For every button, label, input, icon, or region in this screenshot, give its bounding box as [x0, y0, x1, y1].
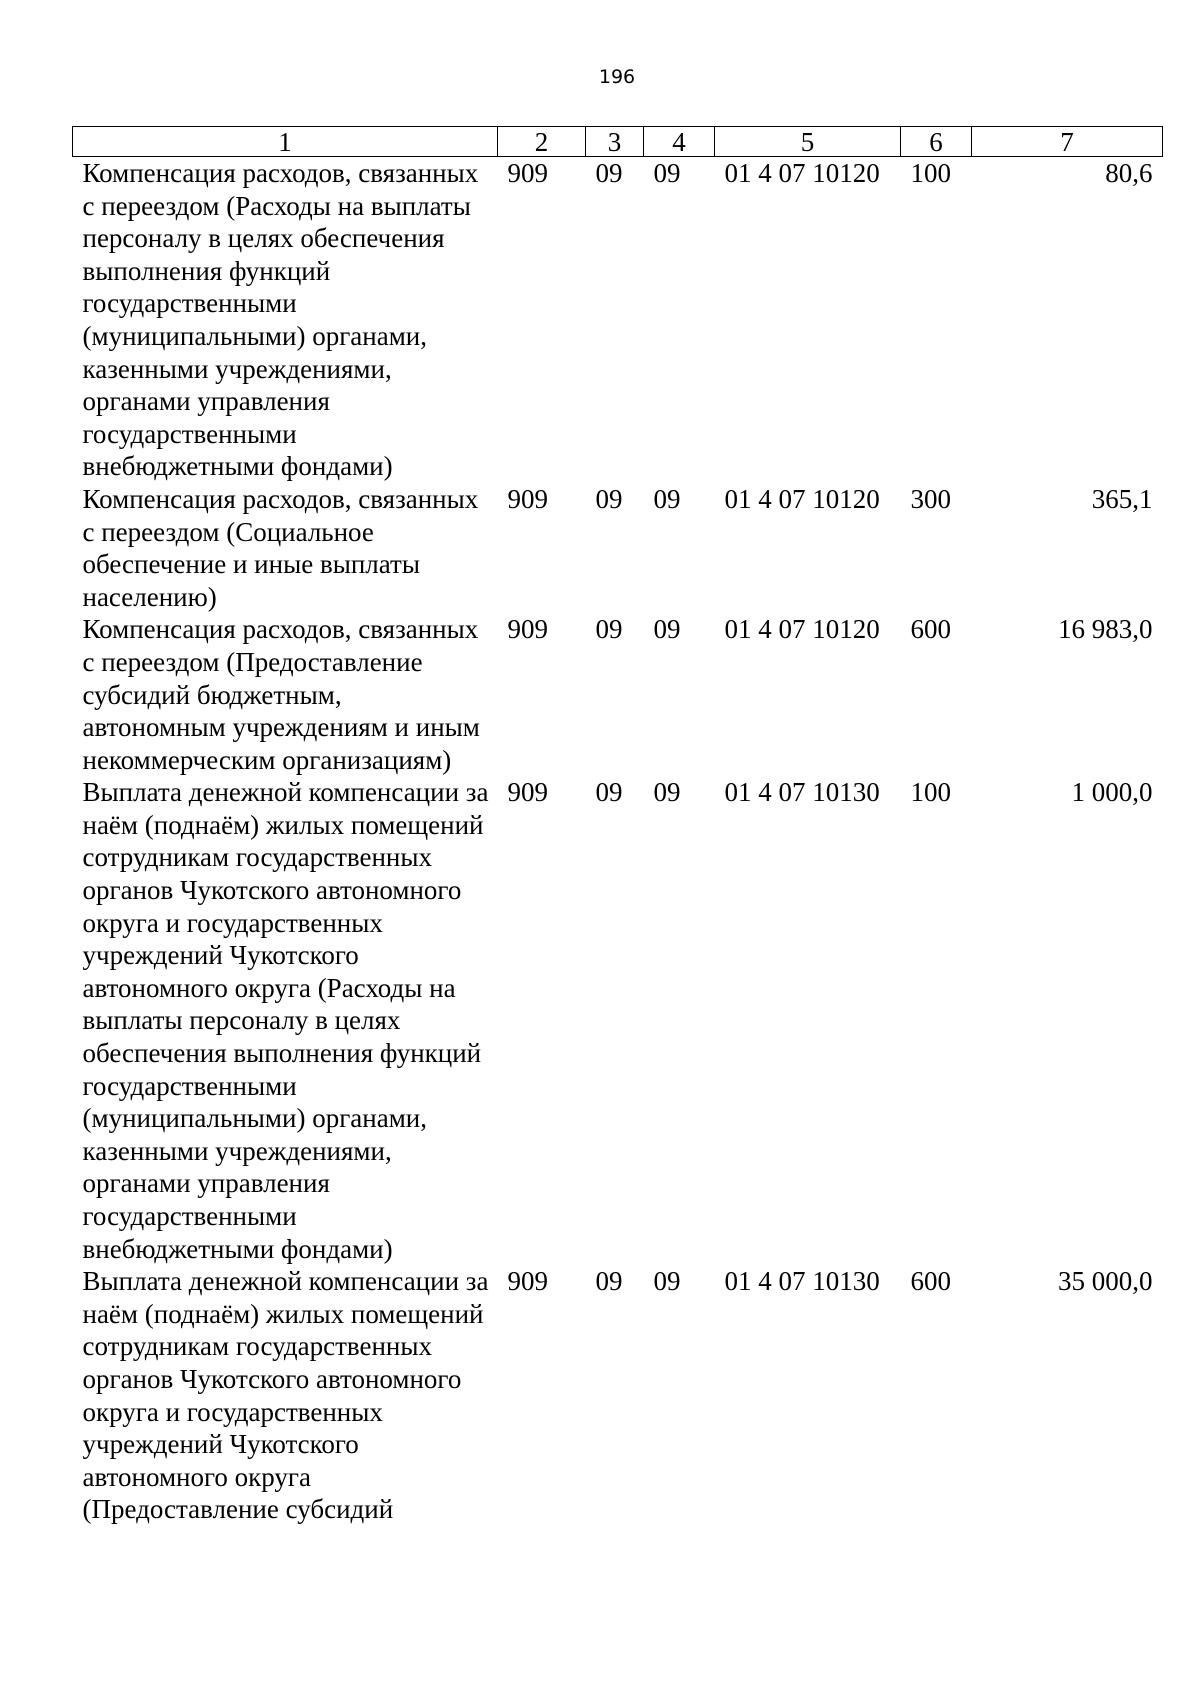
table-row [73, 613, 1163, 776]
expense-type-code: 600 [910, 1266, 951, 1297]
expense-type-code: 100 [910, 777, 951, 808]
target-article-code: 01 4 07 10120 [724, 483, 880, 514]
target-article-code: 01 4 07 10130 [724, 1266, 880, 1297]
target-article-code: 01 4 07 10120 [724, 614, 880, 645]
section-code: 09 [595, 1266, 623, 1297]
budget-table [72, 126, 1163, 1526]
ministry-code: 909 [507, 614, 548, 645]
column-header: 4 [644, 127, 715, 157]
ministry-code: 909 [507, 483, 548, 514]
expense-name: Выплата денежной компенсации за наём (поднаём) жилых помещений сотрудникам государственных органов Чукотского автономного округа и государственных учреждений Чукотского автономного округа (Предоставление субсидий [82, 1266, 489, 1525]
column-header: 5 [715, 127, 901, 157]
page-number: 196 [598, 66, 636, 88]
expense-name: Компенсация расходов, связанных с переездом (Расходы на выплаты персоналу в целях обеспечения выполнения функций государственными (муниципальными) органами, казенными учреждениями, органами управления государственными внебюджетными фондами) [82, 158, 479, 482]
amount: 35 000,0 [1058, 1266, 1153, 1297]
subsection-code: 09 [653, 483, 681, 514]
amount: 365,1 [1091, 483, 1153, 514]
target-article-code: 01 4 07 10120 [724, 158, 880, 188]
column-header: 6 [901, 127, 972, 157]
ministry-code: 909 [507, 1266, 548, 1297]
section-code: 09 [595, 158, 623, 188]
table-row [73, 1265, 1163, 1526]
column-header: 3 [586, 127, 644, 157]
subsection-code: 09 [653, 614, 681, 645]
column-header: 7 [972, 127, 1163, 157]
expense-name: Компенсация расходов, связанных с переездом (Социальное обеспечение и иные выплаты населению) [82, 483, 479, 612]
target-article-code: 01 4 07 10130 [724, 777, 880, 808]
table-body [73, 157, 1163, 1526]
amount: 1 000,0 [1071, 777, 1153, 808]
table-row [73, 776, 1163, 1265]
section-code: 09 [595, 483, 623, 514]
table-row [73, 157, 1163, 483]
expense-name: Выплата денежной компенсации за наём (поднаём) жилых помещений сотрудникам государственных органов Чукотского автономного округа и государственных учреждений Чукотского автономного округа (Расходы на выплаты персоналу в целях обеспечения выполнения функций государственными (муниципальными) органами, казенными учреждениями, органами управления государственными внебюджетными фондами) [82, 777, 489, 1264]
amount: 16 983,0 [1058, 614, 1153, 645]
section-code: 09 [595, 777, 623, 808]
column-header: 2 [498, 127, 586, 157]
column-header: 1 [73, 127, 498, 157]
expense-name: Компенсация расходов, связанных с переездом (Предоставление субсидий бюджетным, автономным учреждениям и иным некоммерческим организациям) [82, 614, 480, 775]
section-code: 09 [595, 614, 623, 645]
ministry-code: 909 [507, 158, 548, 188]
table-row [73, 483, 1163, 613]
expense-type-code: 600 [910, 614, 951, 645]
subsection-code: 09 [653, 158, 681, 188]
expense-type-code: 100 [910, 158, 951, 188]
ministry-code: 909 [507, 777, 548, 808]
expense-type-code: 300 [910, 483, 951, 514]
header-row [73, 127, 1163, 157]
subsection-code: 09 [653, 777, 681, 808]
subsection-code: 09 [653, 1266, 681, 1297]
amount: 80,6 [1105, 158, 1153, 188]
table-header [73, 127, 1163, 157]
